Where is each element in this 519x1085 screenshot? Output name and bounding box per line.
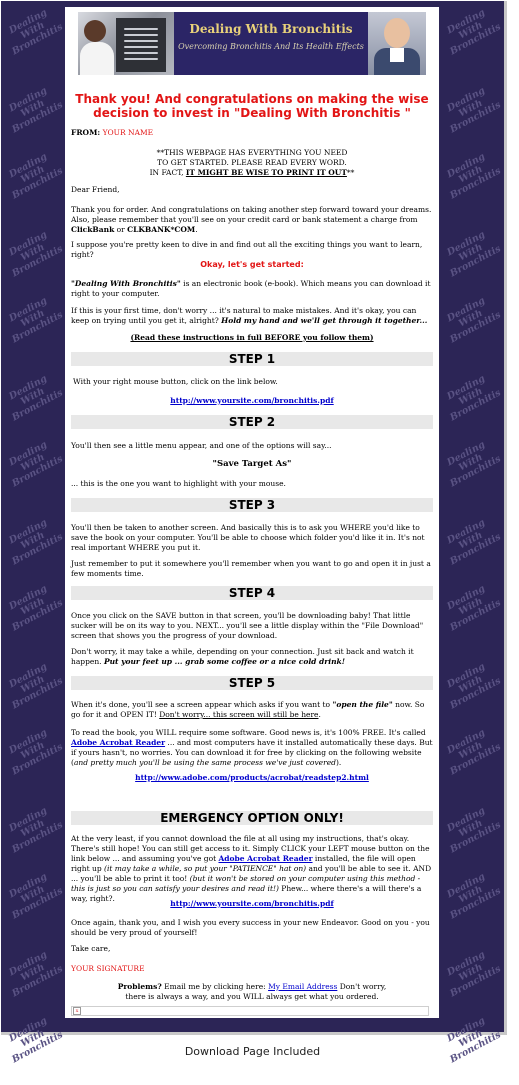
page-headline: Thank you! And congratulations on making the wise decision to invest in "Dealing With Bronchitis " [75,92,429,120]
step-2-heading: STEP 2 [71,415,433,429]
watermark-right: Dealing With Bronchitis [445,439,503,490]
watermark-right: Dealing With Bronchitis [445,373,503,424]
greeting: Dear Friend, [71,185,120,194]
email-link[interactable]: My Email Address [268,982,338,991]
watermark-left: Dealing With Bronchitis [7,517,65,568]
watermark-left: Dealing With Bronchitis [7,85,65,136]
step-2-text-2: ... this is the one you want to highlight with your mouse. [71,479,286,488]
step-2-text: You'll then see a little menu appear, and one of the options will say... [71,441,332,450]
watermark-right: Dealing With Bronchitis [445,1015,503,1066]
pdf-link-row [71,396,433,406]
xray-doctor-image [78,12,174,75]
watermark-right: Dealing With Bronchitis [445,727,503,778]
watermark-right: Dealing With Bronchitis [445,949,503,1000]
watermark-right: Dealing With Bronchitis [445,583,503,634]
watermark-left: Dealing With Bronchitis [7,229,65,280]
step-4-text-2: Don't worry, it may take a while, depending on your connection. Just sit back and watch it happen. Put your feet up ... grab some coffee or a nice cold drink! [71,647,414,666]
adobe-download-link[interactable]: http://www.adobe.com/products/acrobat/readstep2.html [135,773,369,782]
signature: YOUR SIGNATURE [71,964,145,973]
from-name: YOUR NAME [102,128,154,137]
step-5-text-2: To read the book, you WILL require some software. Good news is, it's 100% FREE. It's called Adobe Acrobat Reader ... and most computers have it installed automatically these days. But if yours hasn't, no worries. You can download it for free by clicking on the following website (and pretty much you'll be using the same process we've just covered). [71,728,433,767]
watermark-right: Dealing With Bronchitis [445,517,503,568]
watermark-left: Dealing With Bronchitis [7,949,65,1000]
emergency-heading: EMERGENCY OPTION ONLY! [71,811,433,825]
read-instructions-note: (Read these instructions in full BEFORE you follow them) [130,333,374,342]
watermark-right: Dealing With Bronchitis [445,871,503,922]
watermark-left: Dealing With Bronchitis [7,295,65,346]
notice-line-1: **THIS WEBPAGE HAS EVERYTHING YOU NEED [156,148,348,157]
step-4-heading: STEP 4 [71,586,433,600]
man-portrait-image [368,12,426,75]
problems-note: Problems? Email me by clicking here: My Email Address Don't worry, there is always a way, and you WILL always get what you ordered. [117,982,387,1001]
step-3-text-2: Just remember to put it somewhere you'll remember when you want to go and open it in just a few moments time. [71,559,431,578]
watermark-right: Dealing With Bronchitis [445,151,503,202]
adobe-reader-link[interactable]: Adobe Acrobat Reader [71,738,166,747]
watermark-left: Dealing With Bronchitis [7,871,65,922]
step-5-heading: STEP 5 [71,676,433,690]
watermark-right: Dealing With Bronchitis [445,805,503,856]
step-3-text: You'll then be taken to another screen. And basically this is to ask you WHERE you'd like to save the book on your computer. You'll be able to choose which folder you'd like it in. It's not real important WHERE you put it. [71,523,425,552]
pdf-download-link[interactable]: http://www.yoursite.com/bronchitis.pdf [170,396,334,405]
first-time-paragraph: If this is your first time, don't worry ... it's natural to make mistakes. And it's okay, you can keep on trying until you get it, alright? Hold my hand and we'll get through it together... [71,306,428,325]
step-3-heading: STEP 3 [71,498,433,512]
ebook-paragraph: "Dealing With Bronchitis" is an electronic book (e-book). Which means you can download it right to your computer. [71,279,431,298]
banner-title: Dealing With Bronchitis [189,22,353,36]
pdf-open-link[interactable]: http://www.yoursite.com/bronchitis.pdf [170,899,334,908]
broken-image-placeholder [71,1006,429,1016]
watermark-left: Dealing With Bronchitis [7,1015,65,1066]
print-notice [71,148,433,178]
okay-heading: Okay, let's get started: [200,260,304,269]
take-care: Take care, [71,944,111,953]
closing-paragraph: Once again, thank you, and I wish you every success in your new Endeavor. Good on you - you should be very proud of yourself! [71,918,430,937]
watermark-left: Dealing With Bronchitis [7,661,65,712]
watermark-right: Dealing With Bronchitis [445,229,503,280]
keen-paragraph: I suppose you're pretty keen to dive in and find out all the exciting things you want to learn, right? [71,240,423,259]
watermark-left: Dealing With Bronchitis [7,727,65,778]
step-4-text: Once you click on the SAVE button in that screen, you'll be downloading baby! That little sucker will be on its way to you. NEXT... you'll see a little display within the "File Download" screen that shows you the progress of your download. [71,611,424,640]
adobe-reader-link-2[interactable]: Adobe Acrobat Reader [218,854,313,863]
download-page [65,7,439,1018]
caption: Download Page Included [184,1045,321,1058]
notice-line-2: TO GET STARTED. PLEASE READ EVERY WORD. [157,158,347,167]
from-label: FROM: [71,128,101,137]
notice-line-3: IN FACT, IT MIGHT BE WISE TO PRINT IT OUT** [149,168,355,177]
step-5-text: When it's done, you'll see a screen appear which asks if you want to "open the file" now. So go for it and OPEN IT! Don't worry... this screen will still be here. [71,700,425,719]
intro-paragraph: Thank you for order. And congratulations on taking another step forward toward your dreams. Also, please remember that you'll see on your credit card or bank statement a charge from ClickBank or CLKBANK*COM. [71,205,432,234]
watermark-left: Dealing With Bronchitis [7,805,65,856]
watermark-left: Dealing With Bronchitis [7,151,65,202]
save-target-as: "Save Target As" [212,459,292,469]
broken-image-icon: x [73,1007,81,1015]
step-1-text: With your right mouse button, click on the link below. [73,377,278,386]
step-1-heading: STEP 1 [71,352,433,366]
header-banner [78,12,426,75]
watermark-left: Dealing With Bronchitis [7,583,65,634]
emergency-text: At the very least, if you cannot download the file at all using my instructions, that's okay. There's still hope! You can still get access to it. Simply CLICK your LEFT mouse button on the link below ... and assuming you've got Adobe Acrobat Reader installed, the file will open right up (it may take a while, so put your "PATIENCE" hat on) and you'll be able to see it. AND ... you'll be able to print it too! (but it won't be stored on your computer using this method - this is just so you can satisfy your desires and read it!) Phew... where there's a will there's a way, right?. [71,834,432,903]
watermark-left: Dealing With Bronchitis [7,439,65,490]
watermark-right: Dealing With Bronchitis [445,661,503,712]
watermark-right: Dealing With Bronchitis [445,295,503,346]
adobe-link-row [71,773,433,783]
watermark-right: Dealing With Bronchitis [445,85,503,136]
watermark-left: Dealing With Bronchitis [7,7,65,58]
banner-subtitle: Overcoming Bronchitis And Its Health Effects [178,42,364,51]
pdf-link-row-2 [71,899,433,909]
from-line [71,128,433,138]
watermark-right: Dealing With Bronchitis [445,7,503,58]
watermark-left: Dealing With Bronchitis [7,373,65,424]
